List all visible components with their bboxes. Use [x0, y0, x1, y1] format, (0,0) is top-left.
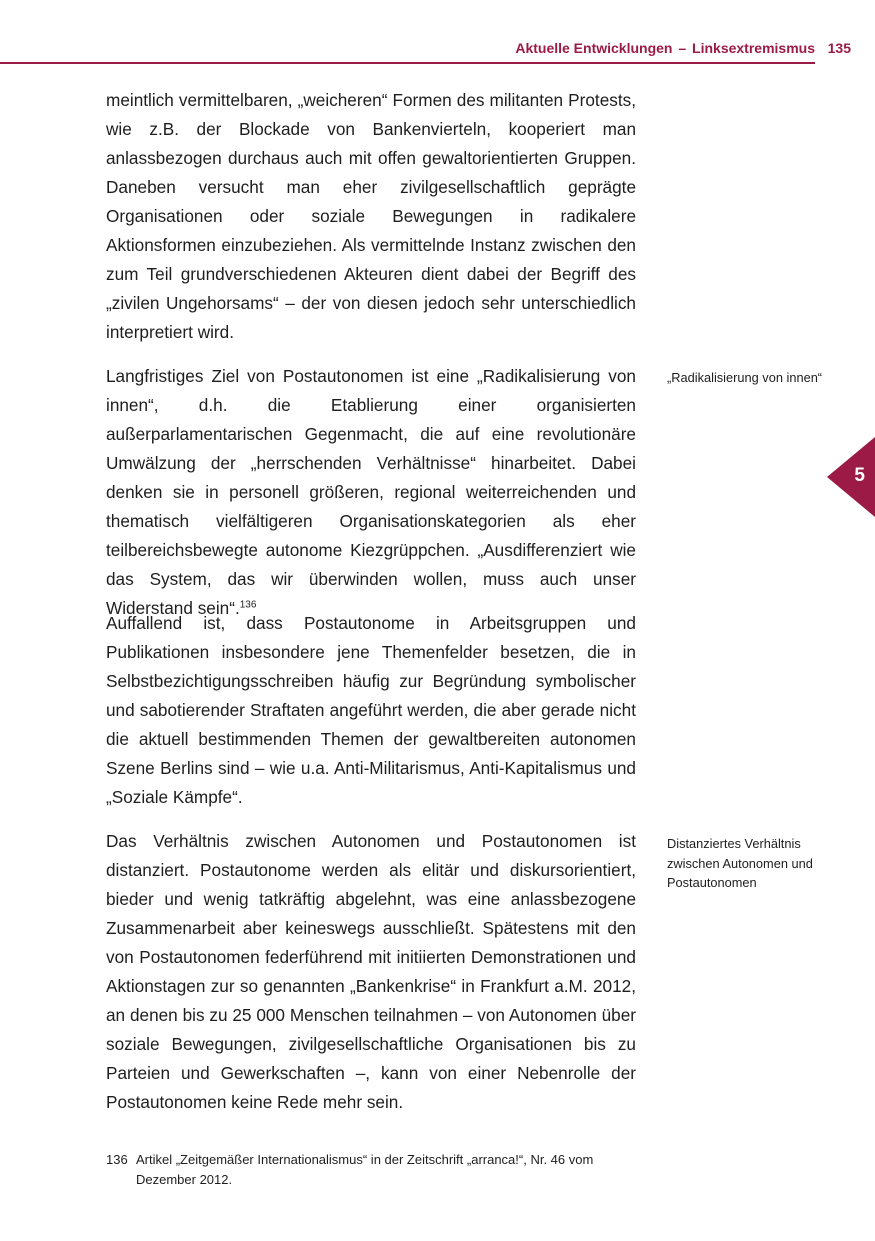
chapter-tab-shape: [827, 437, 875, 517]
paragraph-text: Auffallend ist, dass Postautonome in Arbeitsgruppen und Publikationen insbesondere jene Themenfelder besetzen, die in Selbstbezichtigungsschreiben häufig zur Begründung symbolischer und sabotierender Straftaten angeführt werden, die aber gerade nicht die aktuell bestimmenden Themen der gewaltbereiten autonomen Szene Berlins sind – wie u.a. Anti-Militarismus, Anti-Kapitalismus und „Soziale Kämpfe“.: [106, 613, 636, 807]
page-number: 135: [827, 40, 851, 56]
chapter-tab: [827, 437, 875, 517]
footnote-number: 136: [106, 1152, 128, 1167]
margin-note-2: Distanziertes Verhältnis zwischen Autonomen und Postautonomen: [667, 836, 813, 890]
body-paragraph-2: [106, 362, 636, 623]
footnote: [106, 1150, 646, 1189]
body-paragraph-4: [106, 827, 636, 1117]
paragraph-text-content: Langfristiges Ziel von Postautonomen ist eine „Radikalisierung von innen“, d.h. die Etablierung einer organisierten außerparlamentarischen Gegenmacht, die auf eine revolutionäre Umwälzung der „herrschenden Verhältnisse“ hinarbeitet. Dabei denken sie in personell größeren, regional weiterreichenden und thematisch vielfältigeren Organisationskategorien als eher teilbereichsbewegte autonome Kiezgrüppchen. „Ausdifferenziert wie das System, das wir überwinden wollen, muss auch unser Widerstand sein“.: [106, 366, 636, 618]
footnote-marker: 136: [239, 599, 257, 611]
body-paragraph-3: [106, 609, 636, 812]
paragraph-text: meintlich vermittelbaren, „weicheren“ Formen des militanten Protests, wie z.B. der Blockade von Bankenvierteln, kooperiert man anlassbezogen durchaus auch mit offen gewaltorientierten Gruppen. Daneben versucht man eher zivilgesellschaftlich geprägte Organisationen oder soziale Bewegungen in radikalere Aktionsformen einzubeziehen. Als vermittelnde Instanz zwischen den zum Teil grundverschiedenen Akteuren dient dabei der Begriff des „zivilen Ungehorsams“ – der von diesen jedoch sehr unterschiedlich interpretiert wird.: [106, 90, 636, 342]
body-paragraph-1: [106, 86, 636, 347]
chapter-number: 5: [854, 465, 865, 486]
header-subsection: Linksextremismus: [692, 40, 815, 56]
paragraph-text: [106, 362, 636, 623]
footnote-text: Artikel „Zeitgemäßer Internationalismus“ in der Zeitschrift „arranca!“, Nr. 46 vom Dezember 2012.: [136, 1152, 594, 1187]
header-rule: [0, 62, 815, 64]
header-title: [515, 40, 815, 56]
header-section: Aktuelle Entwicklungen: [515, 40, 673, 56]
margin-note-1: „Radikalisierung von innen“: [667, 370, 823, 385]
paragraph-text: Das Verhältnis zwischen Autonomen und Postautonomen ist distanziert. Postautonome werden als elitär und diskursorientiert, bieder und wenig tatkräftig abgelehnt, was eine anlassbezogene Zusammenarbeit aber keineswegs ausschließt. Spätestens mit den von Postautonomen federführend mit initiierten Demonstrationen und Aktionstagen zur so genannten „Bankenkrise“ in Frankfurt a.M. 2012, an denen bis zu 25 000 Menschen teilnahmen – von Autonomen über soziale Bewegungen, zivilgesellschaftliche Organisationen bis zu Parteien und Gewerkschaften –, kann von einer Nebenrolle der Postautonomen keine Rede mehr sein.: [106, 831, 636, 1112]
header-separator: –: [678, 40, 687, 56]
